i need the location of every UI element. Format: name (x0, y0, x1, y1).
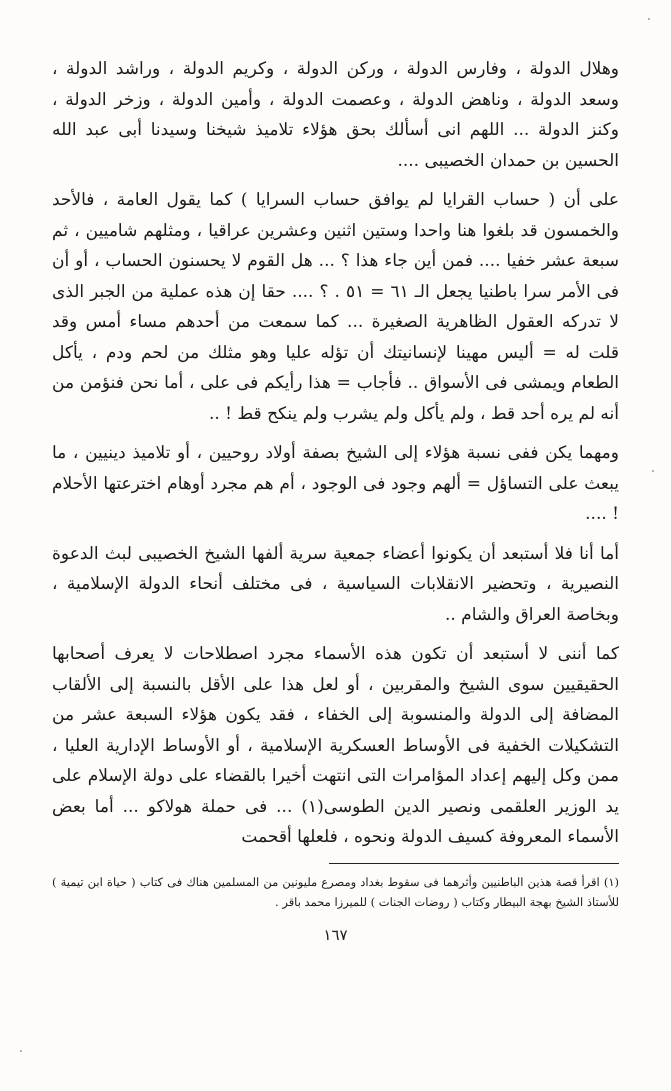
scan-speck (648, 18, 650, 20)
scan-speck (652, 470, 654, 472)
paragraph-2: على أن ( حساب القرايا لم يوافق حساب السرايا ) كما يقول العامة ، فالأحد والخمسون قد بلغوا هنا واحدا وستين اثنين وعشرين عراقيا ، ومثلهم شاميين ، ثم سبعة عشر خفيا .... فمن أين جاء هذا ؟ ... هل القوم لا يحسنون الحساب ، أو أن فى الأمر سرا باطنيا يجعل الـ ٦١ = ٥١ . ؟ .... حقا إن هذه عملية من الجبر الذى لا تدركه العقول الظاهرية الصغيرة ... كما سمعت من أحدهم مساء أمس وقد قلت له = أليس مهينا لإنسانيتك أن تؤله عليا وهو مثلك من لحم ودم ، يأكل الطعام ويمشى فى الأسواق .. فأجاب = هذا رأيكم فى على ، أما نحن فنؤمن من أنه لم يره أحد قط ، ولم يأكل ولم يشرب ولم ينكح قط ! .. (52, 190, 620, 424)
footnote-divider (329, 863, 619, 864)
paragraph-4: أما أنا فلا أستبعد أن يكونوا أعضاء جمعية سرية ألفها الشيخ الخصيبى لبث الدعوة النصيرية ، وتحضير الانقلابات السياسية ، فى مختلف أنحاء الدولة الإسلامية ، وبخاصة العراق والشام .. (52, 543, 619, 625)
footnote: (١) اقرأ قصة هذين الباطنيين وأثرهما فى سقوط بغداد ومصرع مليونين من المسلمين هناك فى كتاب ( حياة ابن تيمية ) للأستاذ الشيخ بهجة البيطار وكتاب ( روضات الجنات ) للميرزا محمد باقر . (52, 874, 619, 909)
scan-speck (20, 1050, 22, 1052)
paragraph-3: ومهما يكن ففى نسبة هؤلاء إلى الشيخ بصفة أولاد روحيين ، أو تلاميذ دينيين ، ما يبعث على التساؤل = ألهم وجود فى الوجود ، أم هم مجرد أوهام اخترعتها الأحلام ! .... (52, 443, 619, 524)
page-number: ١٦٧ (323, 925, 348, 944)
paragraph-5: كما أننى لا أستبعد أن تكون هذه الأسماء مجرد اصطلاحات لا يعرف أصحابها الحقيقيين سوى الشيخ والمقربين ، أو لعل هذا على الأقل بالنسبة إلى الألقاب المضافة إلى الدولة والمنسوبة إلى الخفاء ، فقد يكون هؤلاء السبعة عشر من التشكيلات الخفية فى الأوساط العسكرية الإسلامية ، أو الأوساط الإدارية العليا ، ممن وكل إليهم إعداد المؤامرات التى انتهت أخيرا بالقضاء على دولة الإسلام على يد الوزير العلقمى ونصير الدين الطوسى(١) ... فى حملة هولاكو ... أما بعض الأسماء المعروفة كسيف الدولة ونحوه ، فلعلها أقحمت (52, 644, 619, 847)
paragraph-1: وهلال الدولة ، وفارس الدولة ، وركن الدولة ، وكريم الدولة ، وراشد الدولة ، وسعد الدولة ، وناهض الدولة ، وعصمت الدولة ، وأمين الدولة ، وزخر الدولة ، وكنز الدولة ... اللهم انى أسألك بحق هؤلاء تلاميذ شيخنا وسيدنا أبى عبد الله الحسين بن حمدان الخصيبى .... (52, 59, 619, 171)
